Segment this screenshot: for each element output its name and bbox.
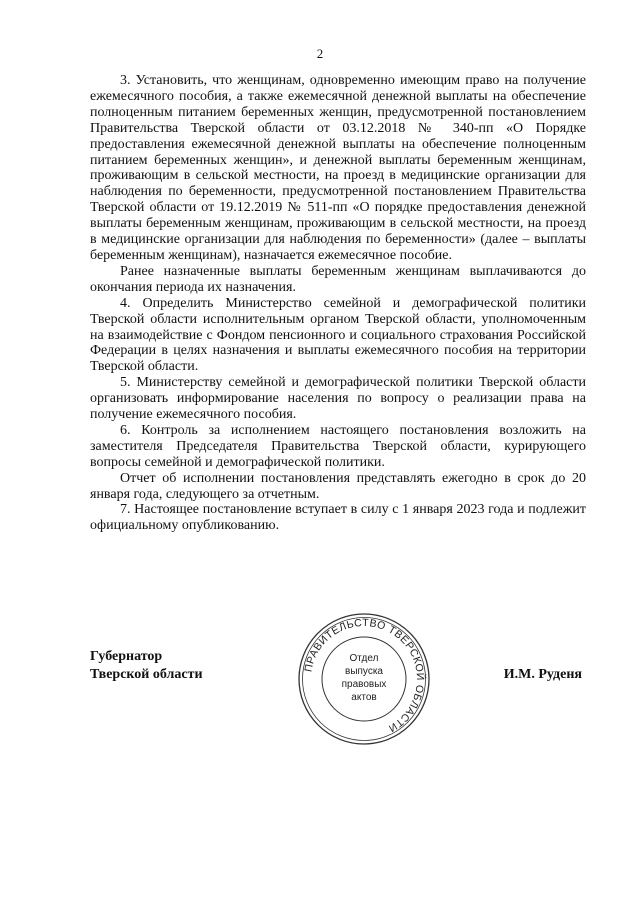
stamp-center-text xyxy=(324,652,404,704)
signatory-title xyxy=(90,648,203,684)
paragraph-item-5: 5. Министерству семейной и демографической политики Тверской области организовать информирование населения по вопросу о реализации права на получение ежемесячного пособия. xyxy=(90,375,586,423)
paragraph-prior-payments: Ранее назначенные выплаты беременным женщинам выплачиваются до окончания периода их назначения. xyxy=(90,263,586,295)
stamp-center-line: Отдел xyxy=(349,653,379,664)
stamp-center-line: выпуска xyxy=(345,666,383,677)
paragraph-report: Отчет об исполнении постановления представлять ежегодно в срок до 20 января года, следующего за отчетным. xyxy=(90,470,586,502)
paragraph-item-3: 3. Установить, что женщинам, одновременно имеющим право на получение ежемесячного пособия, а также ежемесячной денежной выплаты на обеспечение полноценным питанием беременных женщин, предусмотренной постановлением Правительства Тверской области от 03.12.2018 № 340-пп «О Порядке предоставления ежемесячной денежной выплаты на обеспечение полноценным питанием беременных женщин», и денежной выплаты беременным женщинам, проживающим в сельской местности, на проезд в медицинские организации для наблюдения по беременности, предусмотренной постановлением Правительства Тверской области от 19.12.2019 № 511-пп «О порядке предоставления денежной выплаты беременным женщинам, проживающим в сельской местности, на проезд в медицинские организации для наблюдения по беременности» (далее – выплаты беременным женщинам), назначается ежемесячное пособие. xyxy=(90,73,586,263)
paragraph-item-4: 4. Определить Министерство семейной и демографической политики Тверской области исполнительным органом Тверской области, уполномоченным на взаимодействие с Фондом пенсионного и социального страхования Российской Федерации в целях назначения и выплаты ежемесячного пособия на территории Тверской области. xyxy=(90,295,586,375)
signatory-name: И.М. Руденя xyxy=(503,667,582,682)
page-number: 2 xyxy=(316,46,324,61)
stamp-center-line: актов xyxy=(351,692,377,703)
paragraph-item-6: 6. Контроль за исполнением настоящего постановления возложить на заместителя Председателя Правительства Тверской области, курирующего вопросы семейной и демографической политики. xyxy=(90,422,586,470)
signatory-title-line2: Тверской области xyxy=(90,667,203,682)
paragraph-item-7: 7. Настоящее постановление вступает в силу с 1 января 2023 года и подлежит официальному опубликованию. xyxy=(90,502,586,534)
stamp-center-line: правовых xyxy=(341,679,387,690)
signatory-title-line1: Губернатор xyxy=(90,649,163,664)
stamp-ring-text: ПРАВИТЕЛЬСТВО ТВЕРСКОЙ ОБЛАСТИ xyxy=(302,616,427,735)
document-body xyxy=(90,73,586,534)
official-stamp xyxy=(297,612,431,746)
